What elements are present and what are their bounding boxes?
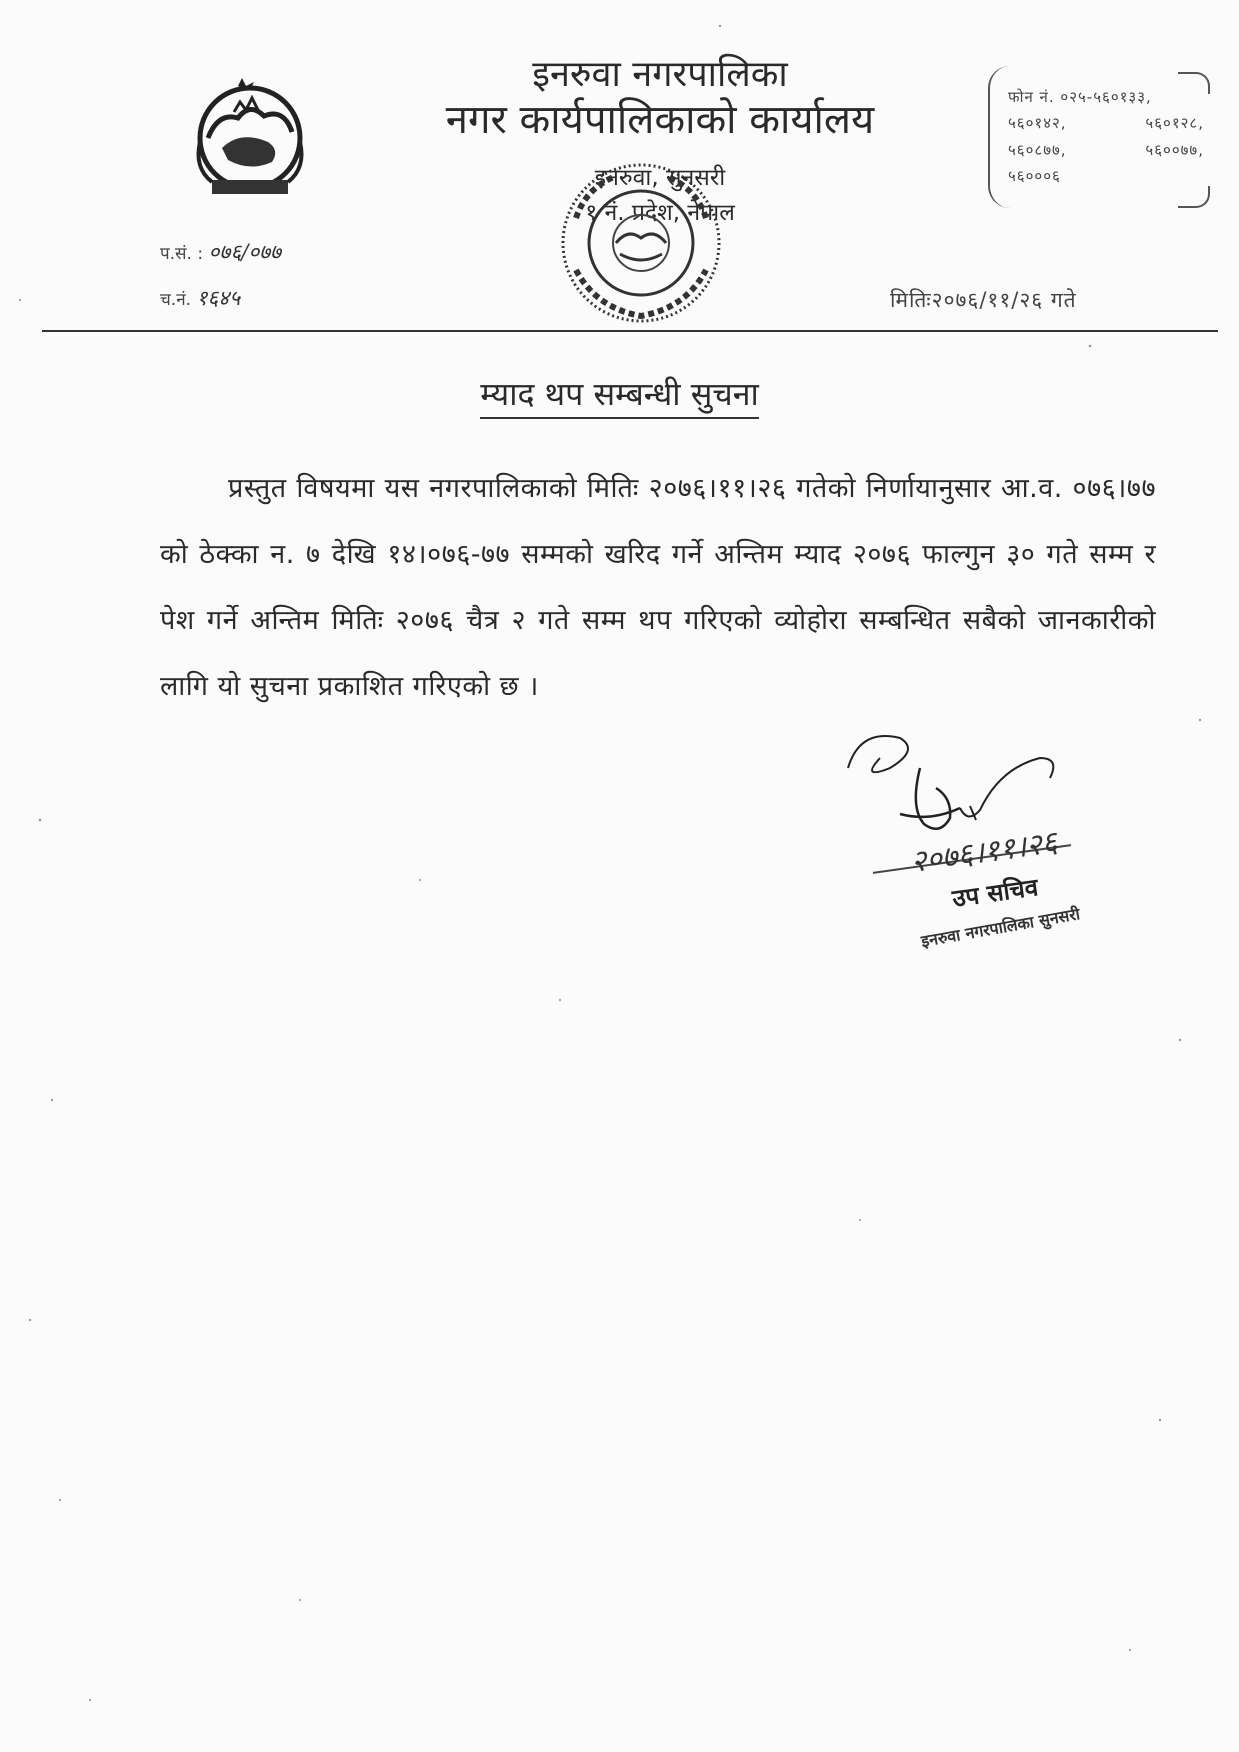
address-line-2: १ नं. प्रदेश, नेपाल	[585, 199, 735, 226]
phone-box-corner	[1178, 72, 1210, 94]
ps-value: ०७६/०७७	[208, 240, 282, 264]
reference-cn	[160, 284, 240, 312]
phone-line-4: ५६०००६	[1008, 166, 1061, 185]
notice-body: प्रस्तुत विषयमा यस नगरपालिकाको मितिः २०७६।११।२६ गतेको निर्णायानुसार आ.व. ०७६।७७ को ठेक्का न. ७ देखि १४।०७६-७७ सम्मको खरिद गर्ने अन्तिम म्याद २०७६ फाल्गुन ३० गते सम्म र पेश गर्ने अन्तिम मितिः २०७६ चैत्र २ गते सम्म थप गरिएको व्योहोरा सम्बन्धित सबैको जानकारीको लागि यो सुचना प्रकाशित गरिएको छ ।	[160, 473, 1156, 702]
nepal-emblem-icon	[188, 72, 312, 200]
signature-date: २०७६।११।२६	[908, 824, 1060, 881]
phone-number: ५६०१२८,	[1145, 114, 1204, 133]
phone-number: ५६०१४२,	[1008, 114, 1067, 133]
official-stamp-icon	[556, 158, 726, 328]
cn-label: च.नं.	[160, 290, 192, 310]
header-divider	[42, 330, 1218, 332]
phone-box	[988, 66, 1216, 208]
office-name: नगर कार्यपालिकाको कार्यालय	[445, 97, 875, 144]
notice-title-text: म्याद थप सम्बन्धी सुचना	[480, 375, 759, 419]
ps-label: प.सं. :	[160, 244, 204, 264]
signatory-title: उप सचिव	[950, 873, 1040, 913]
phone-line-3	[1008, 137, 1216, 163]
signature-icon	[840, 728, 1100, 848]
signatory-org: इनरुवा नगरपालिका सुनसरी	[919, 904, 1082, 951]
address-line-1: इनरुवा, सुनसरी	[594, 165, 726, 192]
phone-number: ५६००७७,	[1145, 140, 1204, 159]
phone-line-2	[1008, 110, 1216, 136]
phone-line-1: फोन नं. ०२५-५६०१३३,	[1008, 88, 1152, 106]
phone-box-corner	[1178, 186, 1210, 208]
notice-title	[0, 372, 1239, 415]
cn-value: १६४५	[196, 286, 241, 310]
phone-number: ५६०८७७,	[1008, 140, 1067, 159]
letter-date: मितिः२०७६/११/२६ गते	[890, 288, 1077, 312]
org-name: इनरुवा नगरपालिका	[532, 54, 788, 95]
reference-ps	[160, 238, 281, 266]
